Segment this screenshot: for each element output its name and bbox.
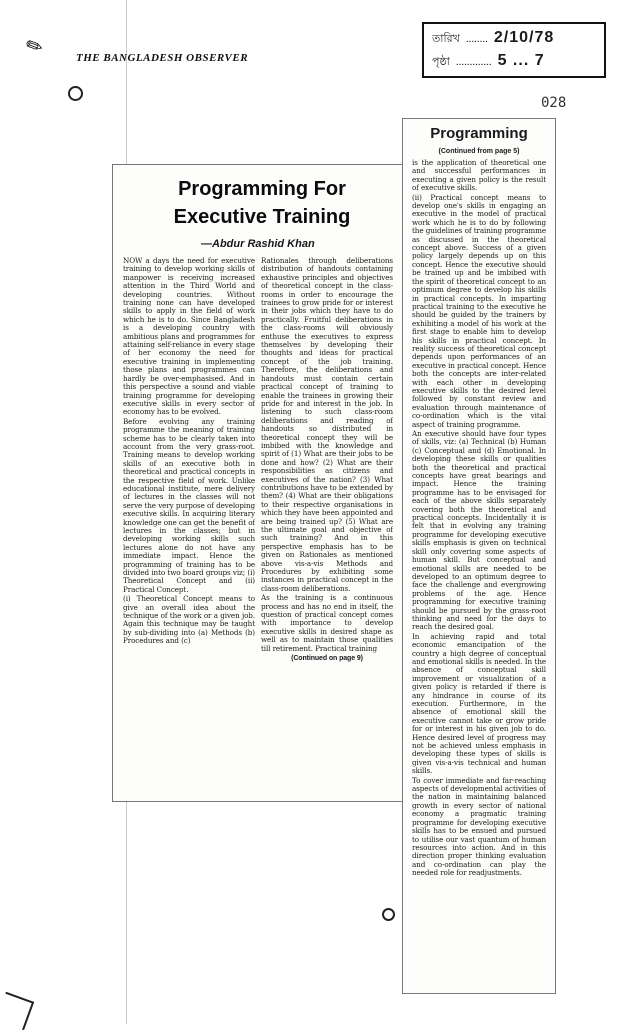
ink-mark: ✎ — [21, 31, 48, 61]
article-paragraph: As the training is a continuous process and has no end in itself, the question of practical concept comes with importance to develop executive skills in desired shape as well as to maintain those qualities till retirement. Practical training — [261, 593, 393, 653]
article-title-line2: Executive Training — [173, 206, 351, 228]
continuation-title: Programming — [430, 125, 528, 142]
ink-blot — [382, 908, 395, 921]
article-column-1 — [123, 257, 255, 781]
article-clipping — [112, 164, 404, 802]
continued-note: (Continued on page 9) — [291, 655, 363, 663]
torn-corner-mark — [0, 992, 34, 1030]
continued-from-note: (Continued from page 5) — [438, 148, 520, 155]
stamp-date-value: 2/10/78 — [493, 29, 555, 46]
archive-stamp — [422, 22, 606, 78]
article-title — [137, 175, 387, 231]
article-column-2 — [261, 257, 393, 781]
stamp-page-value: 5 ... 7 — [497, 52, 545, 69]
punch-hole-mark — [68, 86, 83, 101]
article-title-line1: Programming For — [178, 178, 346, 200]
article-byline: —Abdur Rashid Khan — [201, 238, 315, 250]
article-paragraph: Before evolving any training programme the meaning of training scheme has to be clearly taken into account from the very grass-root. Training means to develop working skills of an executive both in theoretical and practical concepts in the respective field of work. Unlike educational institute, mere delivery of lectures in the classes will not serve the very purpose of developing executive skills. In acquiring literary knowledge one can get the benefit of lectures in the classes; but in developing working skills such lectures alone do not have any immediate impact. Hence the programming of training has to be divided into two board groups viz; (i) Theoretical Concept and (ii) Practical Concept. — [123, 416, 255, 594]
continuation-paragraph: An executive should have four types of skills, viz: (a) Technical (b) Human (c) Conceptual and (d) Emotional. In developing these skills or qualities both the theoretical and practical concepts have great bearings and impact. Hence the training programme has to be envisaged for each of the above skills separately covering both the theoretical and practical concepts. Incidentally it is felt that in evolving any training programme for developing executive skills emphasis is given on technical skill only covering some aspects of human skill. But conceptual and emotional skills are needed to be developed to an optimum degree to face the challenge and evergrowing problems of the age. Hence programming for executive training should be pursued by the grass-root thinking and need for the days to reach the desired goal. — [412, 429, 546, 632]
newspaper-masthead: THE BANGLADESH OBSERVER — [76, 52, 249, 64]
continuation-clipping — [402, 118, 556, 994]
stamp-date-label: তারিখ — [432, 33, 460, 45]
article-paragraph: NOW a days the need for executive training to develop working skills of manpower is receiving increased attention in the Third World and developing countries. Without training none can have developed skills to apply in the field of work which he is to do. Since Bangladesh is a developing country with ambitious plans and programmes for attaining self-reliance in every stage of her economy the need for executive training in implementing those plans and programmes can hardly be over-emphasised. And in this perspective a sound and viable training programme for developing executive skills in every sector of economy has to be evolved. — [123, 257, 255, 417]
continuation-paragraph: is the application of theoretical one and successful performances in executing a given policy is the result of executive skills. — [412, 159, 546, 193]
stamp-date-row: তারিখ ........ 2/10/78 — [432, 29, 554, 49]
continuation-paragraph: (ii) Practical concept means to develop one's skills in engaging an executive in the model of practical work which he is to do by following the guidelines of training programme as discussed in the theoretical concept above. Success of a given policy largely depends up on this concept. Hence the executive should be trained up and be imbibed with the spirit of theoretical concept to an optimum degree to develop his skills in practical concepts. In imparting practical training to the executive he should be guided by the trainers by exhibiting a model of his work at the first stage to enable him to develop his skills in practical concept. In reality success of theoretical concept depends upon performances of an executive in practical concept. Hence both the concepts are inter-related with each other in developing executive skills to the desired level followed by constant review and evaluation through maintenance of co-ordination which is the vital aspect of training programme. — [412, 192, 546, 429]
continuation-column — [412, 159, 546, 985]
article-paragraph: (i) Theoretical Concept means to give an overall idea about the technique of the work or a given job. Again this technique may be taught by sub-dividing into (a) Methods (b) Procedures and (c) — [123, 594, 255, 646]
continuation-paragraph: To cover immediate and far-reaching aspects of developmental activities of the nation in maintaining balanced growth in every sector of national economy a pragmatic training programme for developing executive skills has to be ensued and pursued to utilise our vast quantum of human resources into action. And in this direction proper thinking evaluation and co-ordination can play the needed role for readjustments. — [412, 775, 546, 878]
continuation-paragraph: In achieving rapid and total economic emancipation of the country a high degree of conceptual and emotional skills is needed. In the absence of conceptual skill improvement or visualization of a given policy is retarded if there is any hindrance in course of its execution. Furthermore, in the absence of emotional skill the executive cannot take or grow pride for or interest in his given job to do. Hence desired level of progress may not be achieved unless emphasis in developing these types of skills is given vis-a-vis technical and human skills. — [412, 631, 546, 776]
archive-number: 028 — [541, 95, 567, 111]
stamp-page-label: পৃষ্ঠা — [432, 56, 450, 68]
article-paragraph: Rationales through deliberations distribution of handouts containing exhaustive principles and objectives of theoretical concept in the class-rooms in order to encourage the trainees to grow pride for or interest in their jobs which they have to do practically. Fruitful deliberations in the class-rooms will obviously enthuse the executives to express themselves by developing their thoughts and ideas for practical concept of the job training. Therefore, the deliberations and handouts must contain certain practical concept of training to enable the trainees in growing their pride for and interest in the job. In listening to such class-room deliberations and reading of handouts so distributed in theoretical concept they will be imbibed with the knowledge and spirit of (1) What are their jobs to be done and how? (2) What are their responsibilities as citizens and executives of the nation? (3) What contributions have to be extended by them? (4) What are their obligations to their respective organisations in which they have been appointed and are being trained up? (5) What are the ultimate goal and objective of such training? And in this perspective emphasis has to be given on Rationales as mentioned above vis-a-vis Methods and Procedures by exhibiting some instances in practical concept in the class-room deliberations. — [261, 257, 393, 593]
stamp-page-row: পৃষ্ঠা ............. 5 ... 7 — [432, 52, 545, 72]
